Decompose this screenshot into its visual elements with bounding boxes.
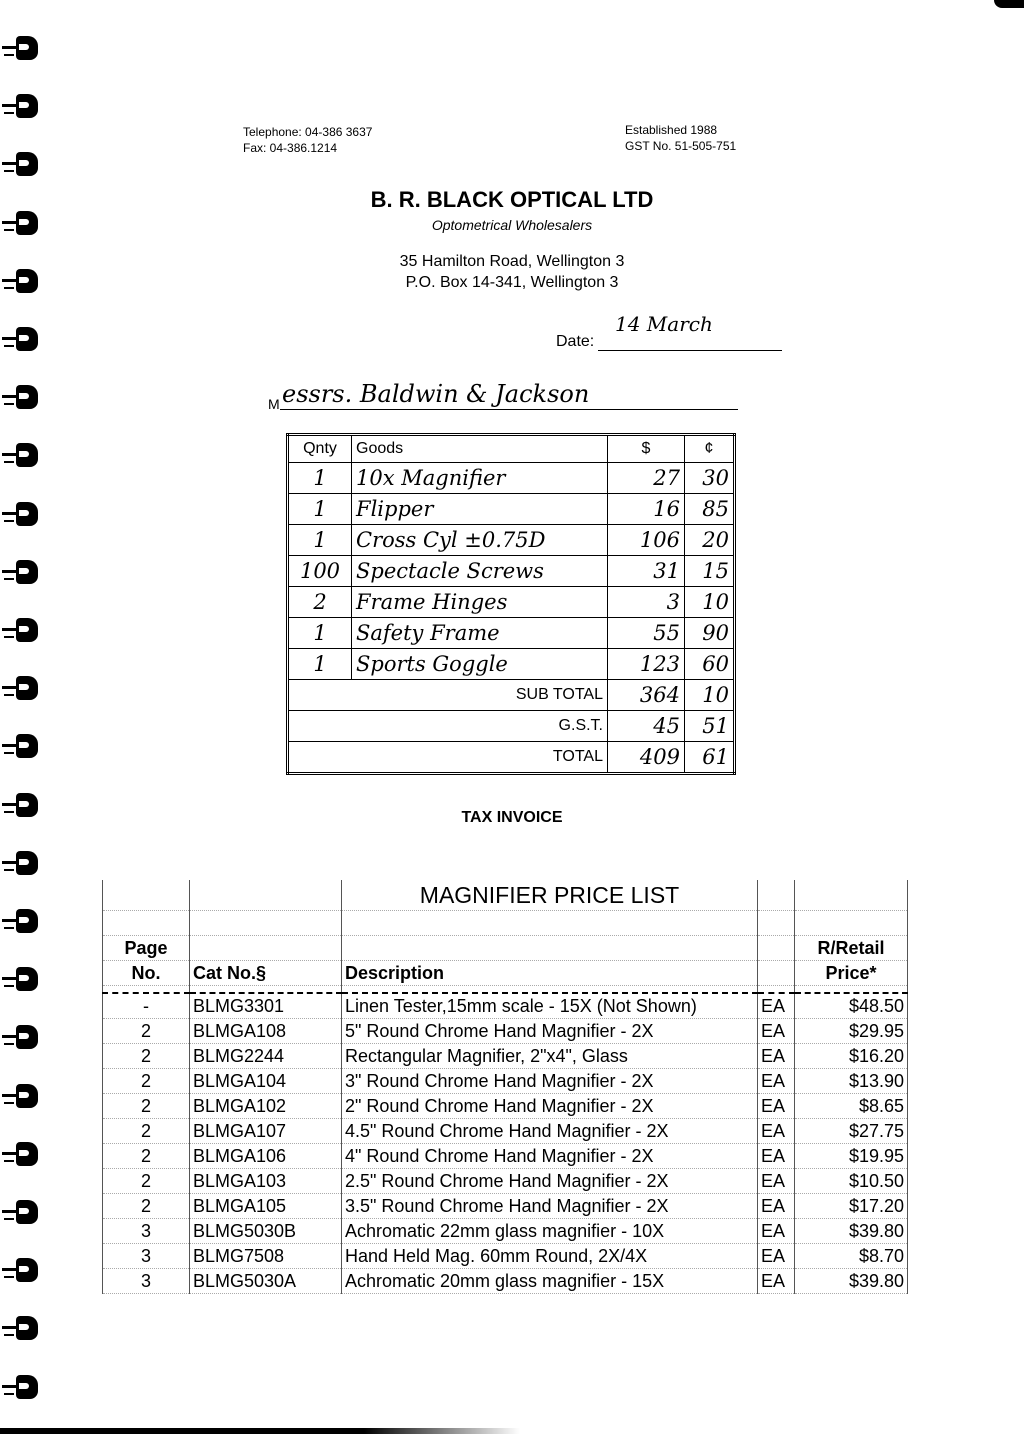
row-cat: BLMG5030A <box>190 1269 342 1294</box>
row-cat: BLMGA102 <box>190 1094 342 1119</box>
page-header-top: Page <box>103 936 190 961</box>
item-goods: Safety Frame <box>352 618 608 649</box>
item-dollars: 106 <box>608 525 685 556</box>
spiral-binding <box>0 0 60 1434</box>
subtotal-row <box>288 680 735 711</box>
row-price: $39.80 <box>795 1269 908 1294</box>
item-dollars: 16 <box>608 494 685 525</box>
row-page: 2 <box>103 1144 190 1169</box>
invoice-item-row <box>288 649 735 680</box>
price-header-top: R/Retail <box>795 936 908 961</box>
item-qty: 1 <box>288 618 352 649</box>
binding-ring-icon <box>2 152 40 178</box>
row-desc: Linen Tester,15mm scale - 15X (Not Shown) <box>342 993 758 1019</box>
invoice-item-row <box>288 556 735 587</box>
row-desc: 3" Round Chrome Hand Magnifier - 2X <box>342 1069 758 1094</box>
binding-ring-icon <box>2 1316 40 1342</box>
row-desc: 4" Round Chrome Hand Magnifier - 2X <box>342 1144 758 1169</box>
item-dollars: 123 <box>608 649 685 680</box>
subtotal-cents: 10 <box>685 680 735 711</box>
binding-ring-icon <box>2 851 40 877</box>
row-unit: EA <box>758 1219 795 1244</box>
invoice-item-row <box>288 525 735 556</box>
page-header-bottom: No. <box>103 961 190 986</box>
registration-block <box>625 122 736 154</box>
row-desc: 2" Round Chrome Hand Magnifier - 2X <box>342 1094 758 1119</box>
price-list-title: MAGNIFIER PRICE LIST <box>342 880 758 911</box>
row-page: 3 <box>103 1219 190 1244</box>
item-dollars: 31 <box>608 556 685 587</box>
total-cents: 61 <box>685 742 735 774</box>
item-qty: 100 <box>288 556 352 587</box>
row-page: 2 <box>103 1044 190 1069</box>
street-address: 35 Hamilton Road, Wellington 3 <box>399 253 625 270</box>
row-cat: BLMGA107 <box>190 1119 342 1144</box>
row-page: 2 <box>103 1194 190 1219</box>
page-corner-mark <box>994 0 1024 8</box>
date-label: Date: <box>556 333 595 350</box>
cents-header: ¢ <box>685 435 735 463</box>
item-qty: 1 <box>288 494 352 525</box>
row-cat: BLMG5030B <box>190 1219 342 1244</box>
messrs-prefix: M <box>268 396 280 412</box>
gst-label: G.S.T. <box>288 711 608 742</box>
row-price: $8.65 <box>795 1094 908 1119</box>
row-price: $8.70 <box>795 1244 908 1269</box>
fax: Fax: 04-386.1214 <box>243 141 338 155</box>
row-price: $17.20 <box>795 1194 908 1219</box>
price-list-row <box>103 1069 908 1094</box>
row-price: $13.90 <box>795 1069 908 1094</box>
item-cents: 30 <box>685 463 735 494</box>
row-desc: 3.5" Round Chrome Hand Magnifier - 2X <box>342 1194 758 1219</box>
item-cents: 90 <box>685 618 735 649</box>
item-goods: Frame Hinges <box>352 587 608 618</box>
row-unit: EA <box>758 1169 795 1194</box>
binding-ring-icon <box>2 1200 40 1226</box>
date-line <box>598 350 782 351</box>
invoice-item-row <box>288 463 735 494</box>
row-page: 2 <box>103 1094 190 1119</box>
row-cat: BLMG7508 <box>190 1244 342 1269</box>
price-list-table <box>102 880 908 1294</box>
company-tagline: Optometrical Wholesalers <box>431 217 593 233</box>
row-price: $29.95 <box>795 1019 908 1044</box>
price-list-row <box>103 1044 908 1069</box>
qty-header: Qnty <box>288 435 352 463</box>
row-cat: BLMGA108 <box>190 1019 342 1044</box>
invoice-item-row <box>288 618 735 649</box>
company-name: B. R. BLACK OPTICAL LTD <box>370 187 654 212</box>
row-page: 3 <box>103 1244 190 1269</box>
po-box-address: P.O. Box 14-341, Wellington 3 <box>405 274 619 291</box>
item-goods: Flipper <box>352 494 608 525</box>
tax-invoice-label: TAX INVOICE <box>461 809 563 826</box>
item-dollars: 3 <box>608 587 685 618</box>
price-list-row <box>103 1194 908 1219</box>
row-price: $39.80 <box>795 1219 908 1244</box>
row-unit: EA <box>758 1194 795 1219</box>
binding-ring-icon <box>2 1142 40 1168</box>
established: Established 1988 <box>625 123 718 137</box>
messrs-line <box>280 409 738 410</box>
binding-ring-icon <box>2 676 40 702</box>
item-cents: 60 <box>685 649 735 680</box>
item-goods: Cross Cyl ±0.75D <box>352 525 608 556</box>
binding-ring-icon <box>2 734 40 760</box>
row-price: $19.95 <box>795 1144 908 1169</box>
row-price: $27.75 <box>795 1119 908 1144</box>
binding-ring-icon <box>2 1375 40 1401</box>
goods-header: Goods <box>352 435 608 463</box>
binding-ring-icon <box>2 385 40 411</box>
binding-ring-icon <box>2 909 40 935</box>
price-header-bottom: Price* <box>795 961 908 986</box>
row-unit: EA <box>758 1244 795 1269</box>
price-list-header-row-2 <box>103 961 908 986</box>
price-list-row <box>103 993 908 1019</box>
gst-row <box>288 711 735 742</box>
gst-number: GST No. 51-505-751 <box>625 139 737 153</box>
cat-header: Cat No.§ <box>190 961 342 986</box>
row-page: - <box>103 993 190 1019</box>
invoice-item-row <box>288 587 735 618</box>
row-cat: BLMG3301 <box>190 993 342 1019</box>
total-label: TOTAL <box>288 742 608 774</box>
binding-ring-icon <box>2 967 40 993</box>
row-cat: BLMG2244 <box>190 1044 342 1069</box>
item-qty: 1 <box>288 649 352 680</box>
price-list-row <box>103 1219 908 1244</box>
price-list-header-row-1 <box>103 936 908 961</box>
invoice-table <box>286 433 736 775</box>
row-unit: EA <box>758 1069 795 1094</box>
row-unit: EA <box>758 1269 795 1294</box>
dollars-header: $ <box>608 435 685 463</box>
total-row <box>288 742 735 774</box>
binding-ring-icon <box>2 1258 40 1284</box>
row-unit: EA <box>758 1119 795 1144</box>
item-goods: Sports Goggle <box>352 649 608 680</box>
scan-edge <box>0 1428 520 1434</box>
binding-ring-icon <box>2 1084 40 1110</box>
gst-dollars: 45 <box>608 711 685 742</box>
row-desc: Achromatic 20mm glass magnifier - 15X <box>342 1269 758 1294</box>
price-list-row <box>103 1019 908 1044</box>
row-desc: 5" Round Chrome Hand Magnifier - 2X <box>342 1019 758 1044</box>
row-unit: EA <box>758 1044 795 1069</box>
binding-ring-icon <box>2 94 40 120</box>
item-goods: Spectacle Screws <box>352 556 608 587</box>
subtotal-label: SUB TOTAL <box>288 680 608 711</box>
item-qty: 1 <box>288 463 352 494</box>
binding-ring-icon <box>2 443 40 469</box>
contact-block <box>243 124 372 156</box>
price-list-row <box>103 1119 908 1144</box>
customer-name: essrs. Baldwin & Jackson <box>282 380 590 408</box>
row-page: 3 <box>103 1269 190 1294</box>
item-qty: 1 <box>288 525 352 556</box>
invoice-header-row <box>288 435 735 463</box>
binding-ring-icon <box>2 327 40 353</box>
row-page: 2 <box>103 1119 190 1144</box>
row-unit: EA <box>758 1144 795 1169</box>
binding-ring-icon <box>2 36 40 62</box>
row-desc: Rectangular Magnifier, 2"x4", Glass <box>342 1044 758 1069</box>
row-page: 2 <box>103 1019 190 1044</box>
row-desc: 4.5" Round Chrome Hand Magnifier - 2X <box>342 1119 758 1144</box>
row-desc: 2.5" Round Chrome Hand Magnifier - 2X <box>342 1169 758 1194</box>
price-list-row <box>103 1169 908 1194</box>
binding-ring-icon <box>2 1025 40 1051</box>
row-cat: BLMGA106 <box>190 1144 342 1169</box>
row-price: $48.50 <box>795 993 908 1019</box>
row-page: 2 <box>103 1069 190 1094</box>
price-list-row <box>103 1094 908 1119</box>
row-desc: Achromatic 22mm glass magnifier - 10X <box>342 1219 758 1244</box>
item-goods: 10x Magnifier <box>352 463 608 494</box>
row-price: $10.50 <box>795 1169 908 1194</box>
price-list-title-row <box>103 880 908 911</box>
date-value: 14 March <box>615 312 713 336</box>
row-unit: EA <box>758 1019 795 1044</box>
binding-ring-icon <box>2 502 40 528</box>
desc-header: Description <box>342 961 758 986</box>
item-dollars: 55 <box>608 618 685 649</box>
row-unit: EA <box>758 993 795 1019</box>
row-price: $16.20 <box>795 1044 908 1069</box>
row-cat: BLMGA104 <box>190 1069 342 1094</box>
total-dollars: 409 <box>608 742 685 774</box>
item-cents: 15 <box>685 556 735 587</box>
price-list-row <box>103 1244 908 1269</box>
binding-ring-icon <box>2 618 40 644</box>
item-dollars: 27 <box>608 463 685 494</box>
item-cents: 10 <box>685 587 735 618</box>
price-list-row <box>103 1269 908 1294</box>
binding-ring-icon <box>2 560 40 586</box>
row-unit: EA <box>758 1094 795 1119</box>
item-cents: 20 <box>685 525 735 556</box>
subtotal-dollars: 364 <box>608 680 685 711</box>
gst-cents: 51 <box>685 711 735 742</box>
row-cat: BLMGA103 <box>190 1169 342 1194</box>
invoice-item-row <box>288 494 735 525</box>
telephone: Telephone: 04-386 3637 <box>243 125 373 139</box>
row-page: 2 <box>103 1169 190 1194</box>
item-cents: 85 <box>685 494 735 525</box>
item-qty: 2 <box>288 587 352 618</box>
row-desc: Hand Held Mag. 60mm Round, 2X/4X <box>342 1244 758 1269</box>
price-list-row <box>103 1144 908 1169</box>
row-cat: BLMGA105 <box>190 1194 342 1219</box>
